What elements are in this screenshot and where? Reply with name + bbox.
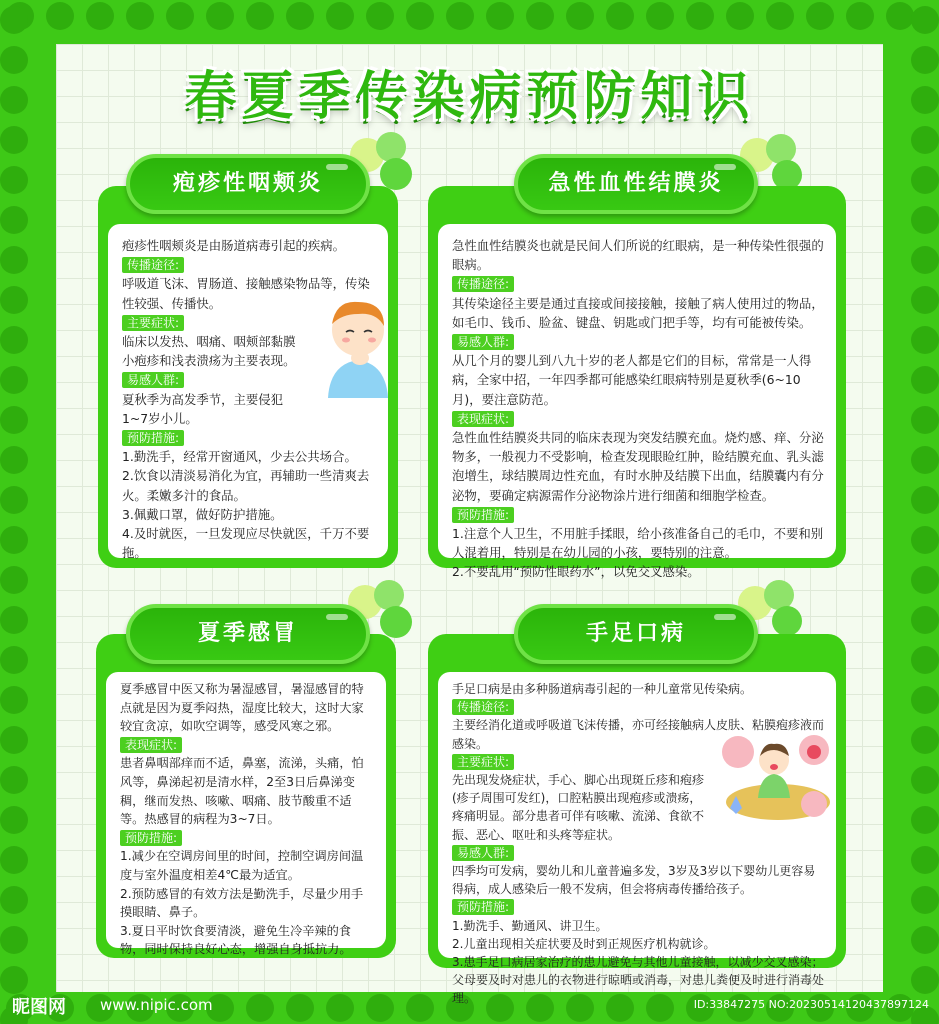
symptom-text: 临床以发热、咽痛、咽颊部黏膜小疱疹和浅表溃疡为主要表现。 [122, 334, 296, 369]
route-tag: 传播途径: [452, 699, 514, 715]
route-tag: 传播途径: [122, 257, 184, 273]
symptom-tag: 主要症状: [452, 754, 514, 770]
balloon-icon [380, 158, 412, 190]
card-herpangina [98, 186, 398, 568]
prevent-item: 2.饮食以清淡易消化为宜，再辅助一些清爽去火。柔嫩多汁的食品。 [122, 468, 370, 503]
symptom-tag: 主要症状: [122, 315, 184, 331]
card-conjunctivitis [428, 186, 846, 580]
prevent-tag: 预防措施: [120, 830, 182, 846]
watermark-logo: 昵图网 [12, 997, 66, 1018]
sick-child-illustration [322, 294, 394, 398]
prevent-item: 2.预防感冒的有效方法是勤洗手，尽量少用手摸眼睛、鼻子。 [120, 886, 364, 920]
prevent-item: 3.患手足口病居家治疗的患儿避免与其他儿童接触，以减少交叉感染；父母要及时对患儿的衣物进行晾晒或消毒，对患儿粪便及时进行消毒处理。 [452, 955, 825, 1006]
balloon-icon [766, 134, 796, 164]
conjunctivitis-heading: 急性血性结膜炎 [514, 154, 758, 214]
group-tag: 易感人群: [122, 372, 184, 388]
group-text: 从几个月的婴儿到八九十岁的老人都是它们的目标，常常是一人得病，全家中招，一年四季都可能感染红眼病特别是夏秋季(6~10月)，要注意防范。 [452, 353, 812, 407]
prevent-tag: 预防措施: [452, 507, 514, 523]
hfmd-child-illustration [714, 730, 834, 826]
symptom-tag: 表现症状: [120, 737, 182, 753]
hfmd-heading: 手足口病 [514, 604, 758, 664]
page-title: 春夏季传染病预防知识 [184, 66, 755, 127]
prevent-item: 4.及时就医，一旦发现应尽快就医，千万不要拖。 [122, 526, 370, 561]
group-text: 夏秋季为高发季节，主要侵犯1~7岁小儿。 [122, 391, 284, 426]
intro-text: 疱疹性咽颊炎是由肠道病毒引起的疾病。 [122, 238, 346, 253]
symptom-text: 先出现发烧症状，手心、脚心出现斑丘疹和疱疹(疹子周围可发红)，口腔粘膜出现疱疹或溃疡，疼痛明显。部分患者可伴有咳嗽、流涕、食欲不振、恶心、呕吐和头疼等症状。 [452, 773, 705, 842]
intro-text: 急性血性结膜炎也就是民间人们所说的红眼病，是一种传染性很强的眼病。 [452, 238, 824, 273]
intro-text: 夏季感冒中医又称为暑湿感冒，暑湿感冒的特点就是因为夏季闷热，湿度比较大，这时大家较宜贪凉，如吹空调等，感受风寒之邪。 [120, 682, 364, 734]
group-text: 四季均可发病，婴幼儿和儿童普遍多发，3岁及3岁以下婴幼儿更容易得病，成人感染后一般不发病，但会将病毒传播给孩子。 [452, 864, 816, 897]
balloon-icon [772, 606, 802, 636]
card-hfmd [428, 634, 846, 1006]
prevent-item: 3.夏日平时饮食要清淡，避免生冷辛辣的食物，同时保持良好心态，增强自身抵抗力。 [120, 923, 352, 957]
symptom-text: 患者鼻咽部痒而不适，鼻塞，流涕，头痛，怕风等，鼻涕起初是清水样，2至3日后鼻涕变稠，继而发热、咳嗽、咽痛、肢节酸重不适等。热感冒的病程为3~7日。 [120, 756, 364, 827]
prevent-item: 2.不要乱用“预防性眼药水”，以免交叉感染。 [452, 564, 700, 580]
route-text: 主要经消化道或呼吸道飞沫传播，亦可经接触病人皮肤、粘膜疱疹液而感染。 [452, 718, 825, 751]
intro-text: 手足口病是由多种肠道病毒引起的一种儿童常见传染病。 [452, 682, 753, 696]
prevent-item: 2.儿童出现相关症状要及时到正规医疗机构就诊。 [452, 936, 716, 951]
symptom-tag: 表现症状: [452, 411, 514, 427]
prevent-tag: 预防措施: [452, 899, 514, 915]
balloon-icon [376, 132, 406, 162]
card-summer-cold [96, 634, 396, 958]
prevent-item: 1.注意个人卫生，不用脏手揉眼，给小孩准备自己的毛巾，不要和别人混着用，特别是在幼儿园的小孩，要特别的注意。 [452, 526, 824, 561]
symptom-text: 急性血性结膜炎共同的临床表现为突发结膜充血。烧灼感、痒、分泌物多，一般视力不受影响，检查发现眼睑红肿，睑结膜充血、乳头滤泡增生，球结膜周边性充血，有时水肿及结膜下出血，结膜囊内有分泌物，要确定病源需作分泌物涂片进行细菌和细胞学检查。 [452, 430, 824, 503]
herpangina-heading: 疱疹性咽颊炎 [126, 154, 370, 214]
watermark-id: ID:33847275 NO:20230514120437897124 [693, 998, 929, 1011]
prevent-item: 3.佩戴口罩，做好防护措施。 [122, 506, 283, 522]
route-tag: 传播途径: [452, 276, 514, 292]
route-text: 呼吸道飞沫、胃肠道、接触感染物品等，传染性较强、传播快。 [122, 276, 370, 311]
balloon-icon [380, 606, 412, 638]
watermark-url: www.nipic.com [100, 996, 213, 1014]
prevent-item: 1.勤洗手、勤通风、讲卫生。 [452, 918, 608, 933]
group-tag: 易感人群: [452, 845, 514, 861]
prevent-item: 1.减少在空调房间里的时间，控制空调房间温度与室外温度相差4℃最为适宜。 [120, 849, 364, 882]
card-content [438, 224, 836, 580]
prevent-tag: 预防措施: [122, 430, 184, 446]
prevent-item: 1.勤洗手，经常开窗通风，少去公共场合。 [122, 449, 357, 465]
group-tag: 易感人群: [452, 334, 514, 350]
card-content [106, 672, 386, 957]
summer-cold-heading: 夏季感冒 [126, 604, 370, 664]
route-text: 其传染途径主要是通过直接或间接接触，接触了病人使用过的物品，如毛巾、钱币、脸盆、键盘、钥匙或门把手等，均有可能被传染。 [452, 295, 824, 330]
